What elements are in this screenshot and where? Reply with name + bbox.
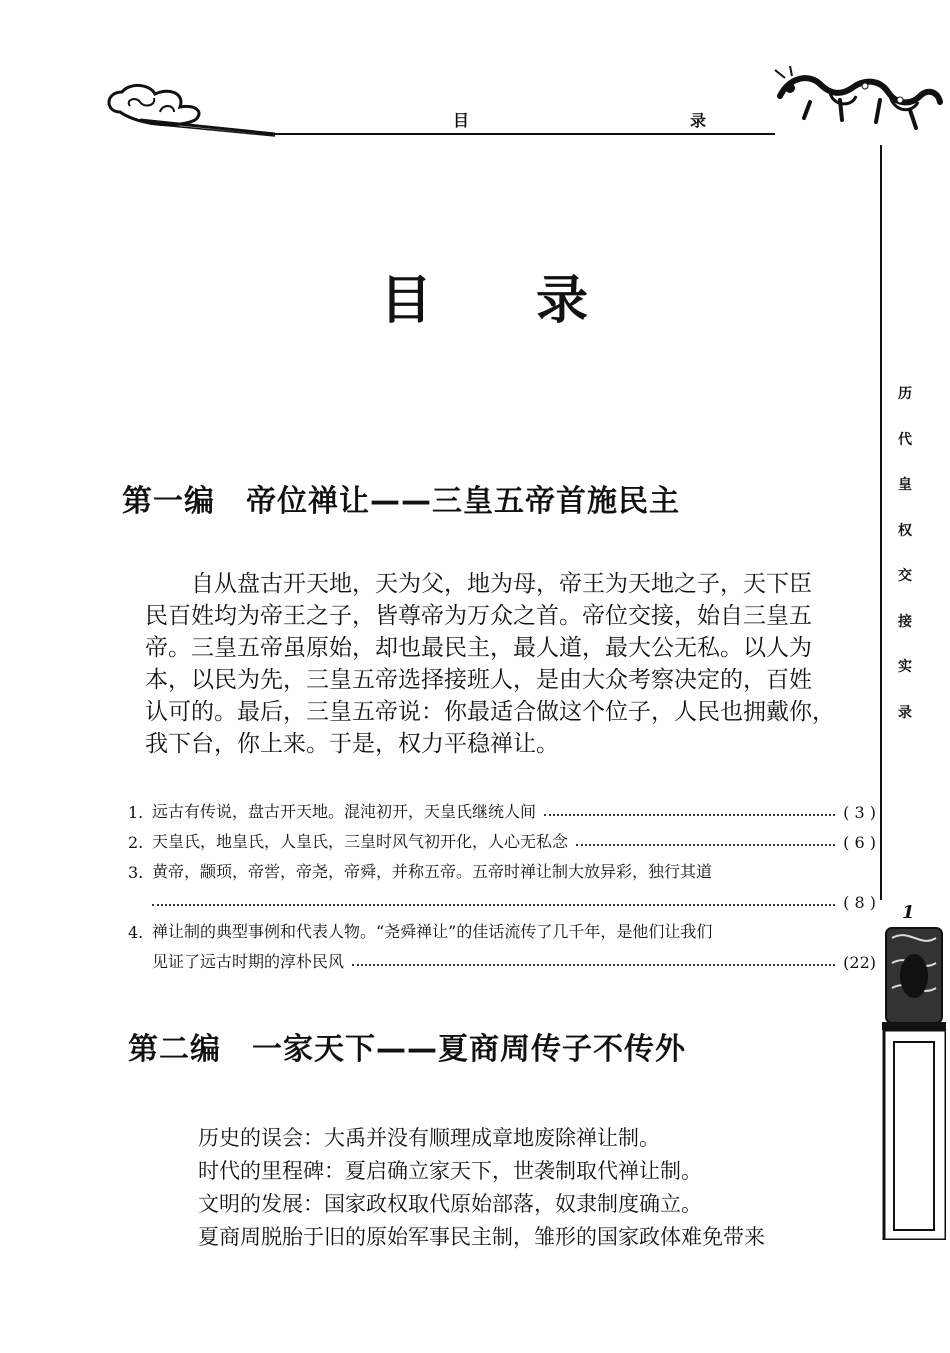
intro-line: 帝。三皇五帝虽原始，却也最民主，最人道，最大公无私。以人为 — [145, 635, 812, 661]
summary-line: 文明的发展：国家政权取代原始部落，奴隶制度确立。 — [198, 1192, 702, 1216]
intro-line: 自从盘古开天地，天为父，地为母，帝王为天地之子，天下臣 — [145, 571, 812, 597]
header-left-char: 目 — [453, 111, 470, 130]
header-rule — [270, 133, 775, 135]
toc-entry-continuation[interactable] — [128, 942, 876, 972]
dragon-ornament-icon — [770, 66, 945, 136]
intro-line: 认可的。最后，三皇五帝说：你最适合做这个位子，人民也拥戴你， — [145, 699, 835, 725]
cloud-ornament-icon — [100, 82, 280, 142]
toc-list — [128, 792, 876, 972]
summary-line: 时代的里程碑：夏启确立家天下，世袭制取代禅让制。 — [198, 1159, 702, 1183]
side-title-char: 实 — [898, 659, 912, 675]
intro-line: 我下台，你上来。于是，权力平稳禅让。 — [145, 731, 559, 757]
toc-text: 天皇氏，地皇氏，人皇氏，三皇时风气初开化，人心无私念 — [152, 832, 569, 851]
part1-intro — [145, 568, 845, 760]
toc-text: 禅让制的典型事例和代表人物。“尧舜禅让”的佳话流传了几千年，是他们让我们 — [152, 922, 713, 941]
side-book-title — [890, 372, 920, 736]
part2-heading: 第二编 一家天下——夏商周传子不传外 — [128, 1032, 686, 1067]
side-title-char: 历 — [898, 386, 912, 402]
toc-entry[interactable] — [128, 792, 876, 822]
page-number: 1 — [902, 902, 915, 923]
summary-line: 历史的误会：大禹并没有顺理成章地废除禅让制。 — [198, 1126, 660, 1150]
toc-number: 2. — [128, 833, 144, 852]
toc-page: ( 6 ) — [843, 833, 876, 852]
side-title-char: 代 — [898, 431, 912, 448]
toc-number: 1. — [128, 803, 144, 822]
side-title-char: 接 — [898, 613, 912, 630]
toc-page: ( 8 ) — [843, 893, 876, 912]
side-title-char: 交 — [898, 568, 912, 584]
toc-page: ( 3 ) — [843, 803, 876, 822]
intro-line: 本，以民为先，三皇五帝选择接班人，是由大众考察决定的，百姓 — [145, 667, 812, 693]
toc-page: (22) — [843, 953, 876, 972]
side-title-char: 权 — [898, 522, 912, 539]
toc-entry[interactable] — [128, 912, 876, 942]
summary-line: 夏商周脱胎于旧的原始军事民主制，雏形的国家政体难免带来 — [198, 1225, 765, 1249]
side-title-char: 录 — [898, 704, 912, 721]
toc-number: 4. — [128, 923, 144, 942]
intro-line: 民百姓均为帝王之子，皆尊帝为万众之首。帝位交接，始自三皇五 — [145, 603, 812, 629]
part2-summary — [198, 1122, 878, 1254]
page-title: 目 录 — [380, 271, 589, 331]
toc-leader — [352, 964, 835, 966]
header-right-char: 录 — [690, 111, 707, 130]
side-rule — [880, 145, 882, 900]
toc-entry-continuation[interactable] — [128, 882, 876, 912]
toc-leader — [576, 844, 835, 846]
toc-leader — [544, 814, 835, 816]
side-title-char: 皇 — [898, 477, 912, 493]
toc-entry[interactable] — [128, 822, 876, 852]
toc-leader — [152, 904, 835, 906]
toc-text: 见证了远古时期的淳朴民风 — [152, 952, 345, 971]
toc-number: 3. — [128, 863, 144, 882]
pillar-ornament-icon — [880, 918, 946, 1240]
toc-entry[interactable] — [128, 852, 876, 882]
toc-text: 黄帝，颛顼，帝喾，帝尧，帝舜，并称五帝。五帝时禅让制大放异彩，独行其道 — [152, 862, 713, 881]
toc-text: 远古有传说，盘古开天地。混沌初开，天皇氏继统人间 — [152, 802, 537, 821]
part1-heading: 第一编 帝位禅让——三皇五帝首施民主 — [122, 484, 680, 519]
